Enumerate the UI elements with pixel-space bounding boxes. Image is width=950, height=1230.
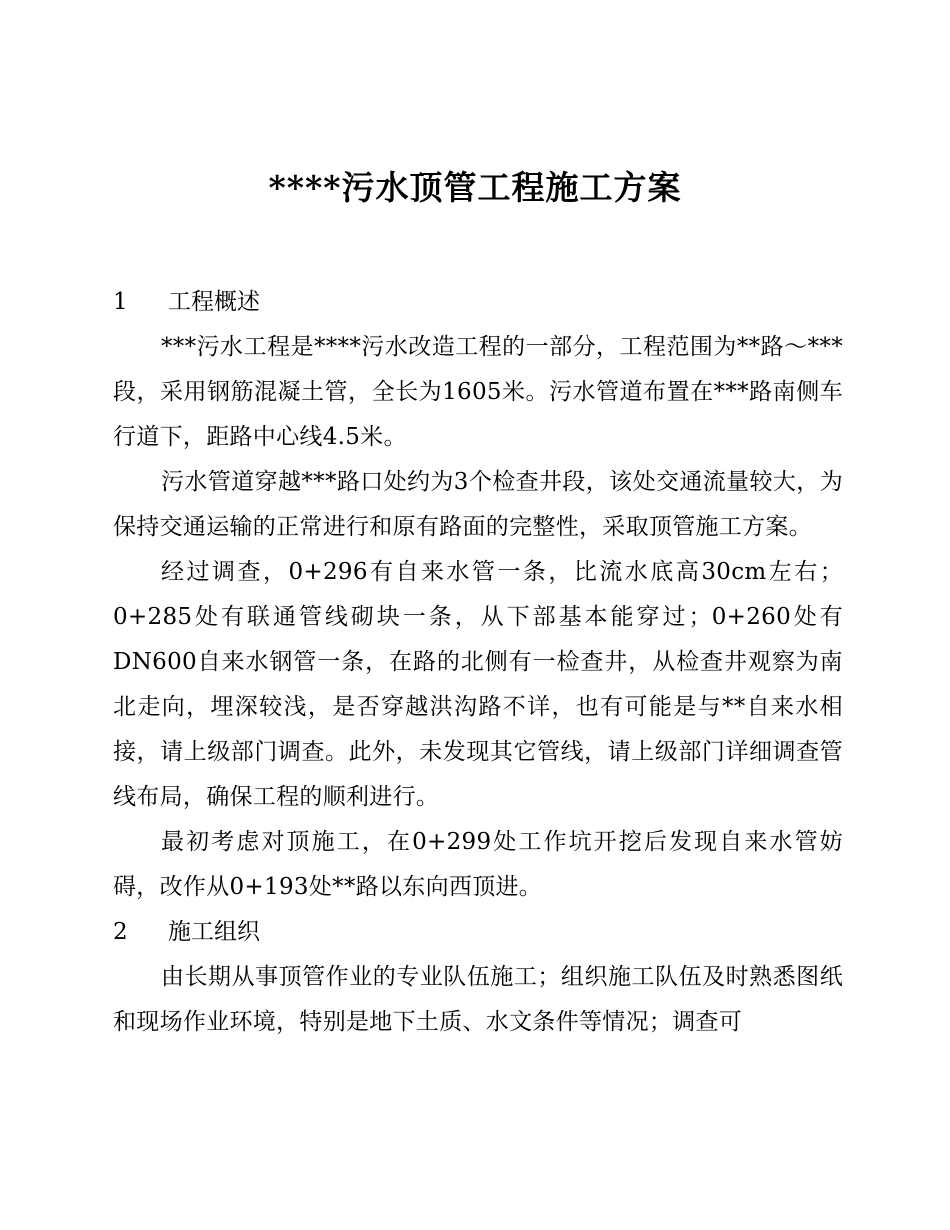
- document-body: [113, 280, 843, 1045]
- paragraph: 由长期从事顶管作业的专业队伍施工；组织施工队伍及时熟悉图纸和现场作业环境，特别是地下土质、水文条件等情况；调查可: [113, 964, 843, 1035]
- paragraph: 经过调查，0+296有自来水管一条，比流水底高30cm左右；0+285处有联通管线砌块一条，从下部基本能穿过；0+260处有DN600自来水钢管一条，在路的北侧有一检查井，从检查井观察为南北走向，埋深较浅，是否穿越洪沟路不详，也有可能是与**自来水相接，请上级部门调查。此外，未发现其它管线，请上级部门详细调查管线布局，确保工程的顺利进行。: [113, 559, 843, 810]
- document-title: ****污水顶管工程施工方案: [268, 168, 682, 208]
- section-heading: [113, 280, 843, 325]
- paragraph: 最初考虑对顶施工，在0+299处工作坑开挖后发现自来水管妨碍，改作从0+193处**路以东向西顶进。: [113, 829, 843, 900]
- section-title: 施工组织: [168, 919, 260, 945]
- section-number: 2: [113, 919, 128, 945]
- section-number: 1: [113, 289, 128, 315]
- paragraph: 污水管道穿越***路口处约为3个检查井段，该处交通流量较大，为保持交通运输的正常进行和原有路面的完整性，采取顶管施工方案。: [113, 469, 843, 540]
- section-heading: [113, 910, 843, 955]
- section-title: 工程概述: [168, 289, 260, 315]
- paragraph: ***污水工程是****污水改造工程的一部分，工程范围为**路～***段，采用钢筋混凝土管，全长为1605米。污水管道布置在***路南侧车行道下，距路中心线4.5米。: [113, 334, 843, 450]
